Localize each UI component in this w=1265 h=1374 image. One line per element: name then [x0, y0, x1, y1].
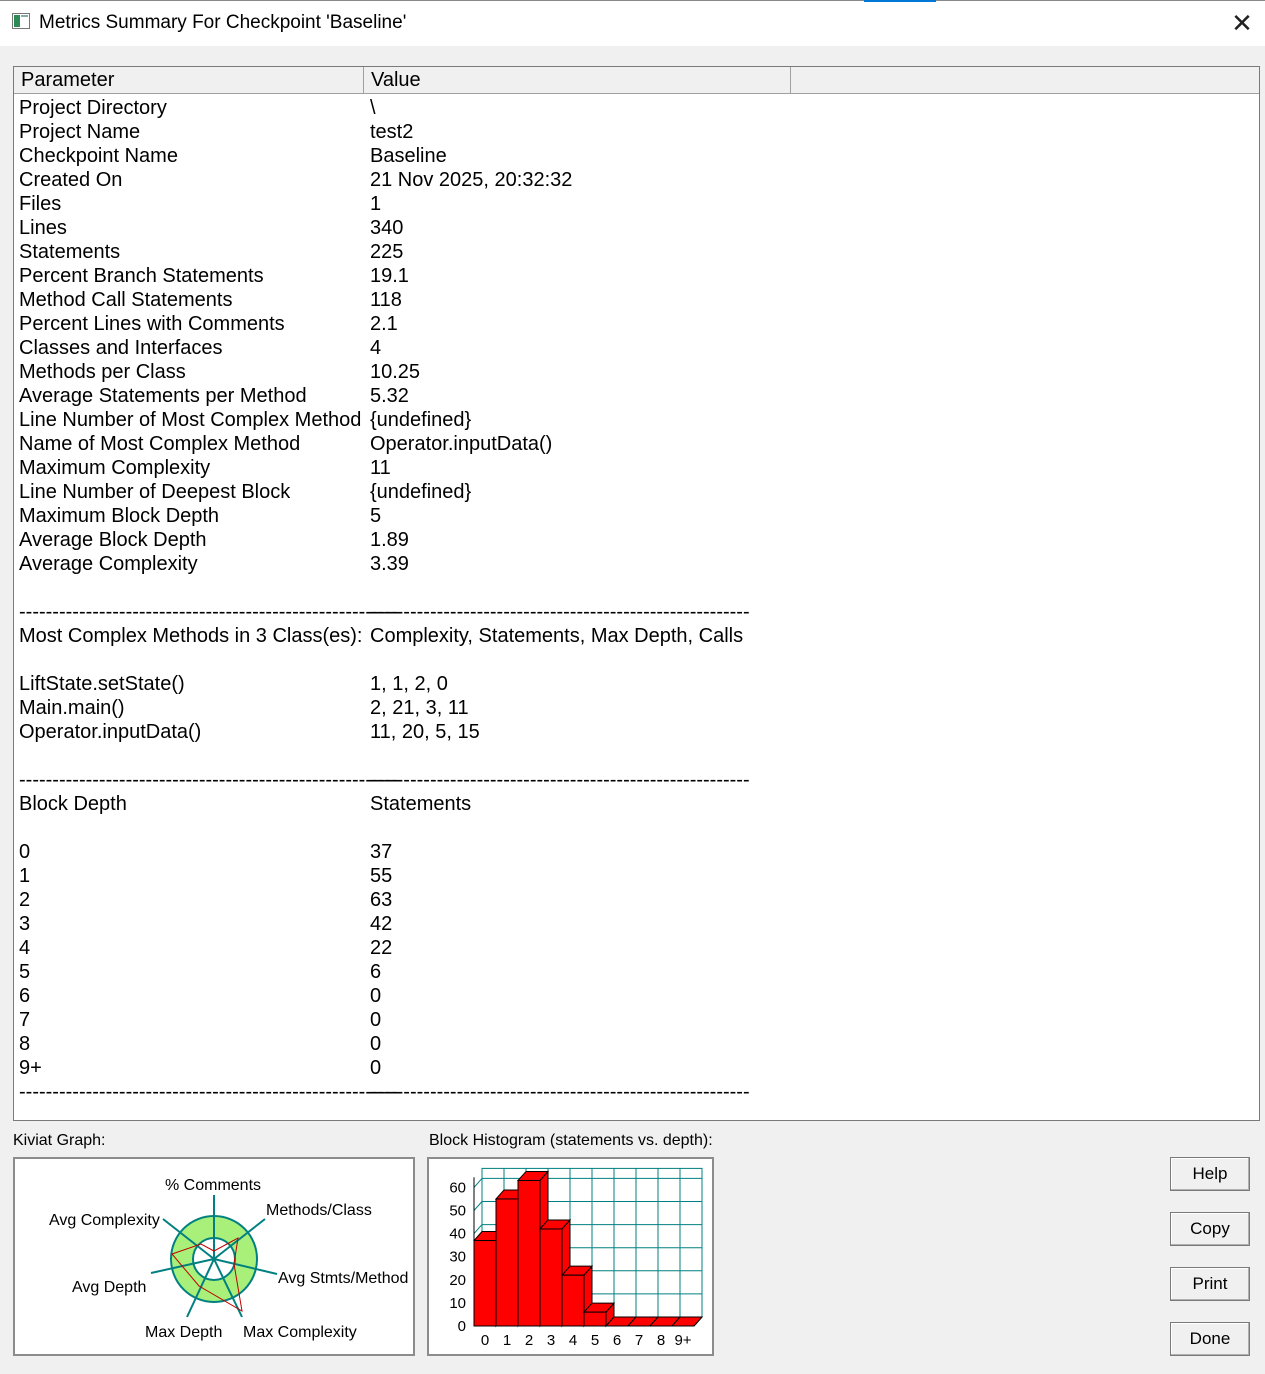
value-cell: Baseline — [370, 145, 447, 167]
x-tick-label: 2 — [524, 1332, 534, 1349]
value-cell: --------------------------------------------------------- — [370, 1081, 750, 1103]
parameter-cell: Project Name — [19, 121, 141, 143]
value-cell: 2.1 — [370, 313, 398, 335]
parameter-cell: Method Call Statements — [19, 289, 233, 311]
x-tick-label: 9+ — [674, 1332, 692, 1349]
table-row[interactable] — [14, 336, 1259, 360]
value-cell: 0 — [370, 1009, 382, 1031]
parameter-cell: 2 — [19, 889, 31, 911]
table-row[interactable] — [14, 984, 1259, 1008]
table-row[interactable] — [14, 432, 1259, 456]
parameter-cell: Checkpoint Name — [19, 145, 178, 167]
bar — [540, 1229, 562, 1326]
table-row[interactable] — [14, 552, 1259, 576]
parameter-cell: 4 — [19, 937, 31, 959]
metrics-list[interactable] — [13, 66, 1260, 1121]
parameter-cell: Average Complexity — [19, 553, 198, 575]
parameter-cell: 8 — [19, 1033, 31, 1055]
table-row[interactable] — [14, 1008, 1259, 1032]
table-row[interactable] — [14, 312, 1259, 336]
value-cell: 2, 21, 3, 11 — [370, 697, 469, 719]
parameter-cell: Percent Branch Statements — [19, 265, 264, 287]
table-row[interactable] — [14, 672, 1259, 696]
parameter-cell: 3 — [19, 913, 31, 935]
value-cell: 63 — [370, 889, 393, 911]
kiviat-label: Kiviat Graph: — [13, 1132, 106, 1149]
histogram-gridline — [474, 1178, 482, 1187]
kiviat-axis-avg-complexity: Avg Complexity — [49, 1212, 160, 1229]
help-button[interactable]: Help — [1170, 1157, 1250, 1191]
parameter-cell: --------------------------------------------------------- — [19, 601, 399, 623]
parameter-cell: Name of Most Complex Method — [19, 433, 301, 455]
bar — [518, 1180, 540, 1326]
parameter-cell: Files — [19, 193, 62, 215]
parameter-cell: 1 — [19, 865, 31, 887]
value-cell: 21 Nov 2025, 20:32:32 — [370, 169, 573, 191]
bar — [562, 1275, 584, 1326]
parameter-cell: Maximum Complexity — [19, 457, 211, 479]
table-row[interactable] — [14, 360, 1259, 384]
parameter-cell: 5 — [19, 961, 31, 983]
parameter-cell: LiftState.setState() — [19, 673, 185, 695]
value-cell: \ — [370, 97, 376, 119]
table-row[interactable] — [14, 264, 1259, 288]
window-top-border — [0, 0, 1265, 1]
value-cell: 3.39 — [370, 553, 409, 575]
column-header-value[interactable]: Value — [364, 67, 791, 94]
parameter-cell: Project Directory — [19, 97, 167, 119]
kiviat-axis-avg-depth: Avg Depth — [72, 1279, 147, 1296]
value-cell: 37 — [370, 841, 393, 863]
parameter-cell: 9+ — [19, 1057, 42, 1079]
y-tick-label: 0 — [457, 1318, 466, 1335]
value-cell: Complexity, Statements, Max Depth, Calls — [370, 625, 744, 647]
x-tick-label: 7 — [634, 1332, 644, 1349]
parameter-cell: Classes and Interfaces — [19, 337, 223, 359]
done-button[interactable]: Done — [1170, 1322, 1250, 1356]
y-tick-label: 50 — [449, 1202, 466, 1220]
table-row[interactable] — [14, 504, 1259, 528]
table-row[interactable] — [14, 648, 1259, 672]
x-tick-label: 5 — [590, 1332, 600, 1349]
table-row[interactable] — [14, 624, 1259, 648]
histogram-label: Block Histogram (statements vs. depth): — [429, 1132, 713, 1149]
table-row[interactable] — [14, 120, 1259, 144]
kiviat-svg — [15, 1159, 413, 1354]
table-row[interactable] — [14, 408, 1259, 432]
parameter-cell: Average Statements per Method — [19, 385, 307, 407]
parameter-cell: Percent Lines with Comments — [19, 313, 285, 335]
table-row[interactable] — [14, 240, 1259, 264]
value-cell: 5.32 — [370, 385, 409, 407]
bar — [584, 1312, 606, 1326]
value-cell: 22 — [370, 937, 393, 959]
value-cell: 5 — [370, 505, 382, 527]
y-tick-label: 10 — [449, 1294, 466, 1312]
table-row[interactable] — [14, 960, 1259, 984]
table-row[interactable] — [14, 576, 1259, 600]
list-header — [14, 67, 1259, 94]
parameter-cell: Statements — [19, 241, 121, 263]
histogram-gridline — [474, 1202, 482, 1211]
x-tick-label: 3 — [546, 1332, 556, 1349]
parameter-cell: --------------------------------------------------------- — [19, 769, 399, 791]
y-tick-label: 20 — [449, 1271, 466, 1289]
parameter-cell: Main.main() — [19, 697, 125, 719]
table-row[interactable] — [14, 744, 1259, 768]
kiviat-axis-comments: % Comments — [165, 1177, 262, 1194]
window-title: Metrics Summary For Checkpoint 'Baseline' — [39, 12, 407, 33]
parameter-cell: Average Block Depth — [19, 529, 207, 551]
value-cell: Statements — [370, 793, 472, 815]
x-tick-label: 1 — [502, 1332, 512, 1349]
value-cell: 11, 20, 5, 15 — [370, 721, 480, 743]
parameter-cell: Operator.inputData() — [19, 721, 202, 743]
value-cell: {undefined} — [370, 481, 472, 503]
parameter-cell: Block Depth — [19, 793, 127, 815]
value-cell: 1 — [370, 193, 382, 215]
column-header-empty[interactable] — [791, 67, 1259, 94]
copy-button[interactable]: Copy — [1170, 1212, 1250, 1246]
table-row[interactable] — [14, 696, 1259, 720]
table-row[interactable] — [14, 1080, 1259, 1104]
value-cell: 6 — [370, 961, 382, 983]
value-cell: 55 — [370, 865, 393, 887]
table-row[interactable] — [14, 1032, 1259, 1056]
table-row[interactable] — [14, 288, 1259, 312]
value-cell: 0 — [370, 985, 382, 1007]
x-tick-label: 0 — [480, 1332, 490, 1349]
bar — [496, 1199, 518, 1326]
value-cell: {undefined} — [370, 409, 472, 431]
value-cell: 118 — [370, 289, 402, 311]
x-tick-label: 6 — [612, 1332, 622, 1349]
close-icon[interactable]: ✕ — [1231, 8, 1253, 38]
window-accent — [864, 0, 936, 2]
kiviat-axis-max-depth: Max Depth — [145, 1324, 223, 1341]
parameter-cell: Most Complex Methods in 3 Class(es): — [19, 625, 363, 647]
table-row[interactable] — [14, 792, 1259, 816]
column-header-parameter[interactable]: Parameter — [14, 67, 364, 94]
value-cell: 10.25 — [370, 361, 421, 383]
table-row[interactable] — [14, 216, 1259, 240]
table-row[interactable] — [14, 720, 1259, 744]
table-row[interactable] — [14, 840, 1259, 864]
app-icon — [12, 13, 30, 29]
parameter-cell: 6 — [19, 985, 31, 1007]
table-row[interactable] — [14, 192, 1259, 216]
y-tick-label: 40 — [449, 1225, 466, 1243]
table-row[interactable] — [14, 936, 1259, 960]
value-cell: --------------------------------------------------------- — [370, 601, 750, 623]
kiviat-axis-avg-stmts-method: Avg Stmts/Method — [278, 1270, 409, 1287]
y-tick-label: 60 — [449, 1179, 466, 1197]
value-cell: --------------------------------------------------------- — [370, 769, 750, 791]
table-row[interactable] — [14, 168, 1259, 192]
kiviat-axis-methods-class: Methods/Class — [266, 1202, 372, 1219]
value-cell: 340 — [370, 217, 404, 239]
parameter-cell: Line Number of Most Complex Method — [19, 409, 362, 431]
parameter-cell: Lines — [19, 217, 67, 239]
value-cell: 11 — [370, 457, 391, 479]
value-cell: 0 — [370, 1057, 382, 1079]
parameter-cell: --------------------------------------------------------- — [19, 1081, 399, 1103]
block-histogram — [427, 1157, 714, 1356]
parameter-cell: Methods per Class — [19, 361, 186, 383]
kiviat-graph — [13, 1157, 415, 1356]
table-row[interactable] — [14, 768, 1259, 792]
table-row[interactable] — [14, 864, 1259, 888]
table-row[interactable] — [14, 528, 1259, 552]
y-tick-label: 30 — [449, 1248, 466, 1266]
value-cell: 1.89 — [370, 529, 409, 551]
list-rows — [14, 96, 1259, 1104]
value-cell: 19.1 — [370, 265, 409, 287]
kiviat-axis-max-complexity: Max Complexity — [243, 1324, 357, 1341]
table-row[interactable] — [14, 600, 1259, 624]
value-cell: Operator.inputData() — [370, 433, 553, 455]
value-cell: 225 — [370, 241, 404, 263]
value-cell: test2 — [370, 121, 414, 143]
parameter-cell: Maximum Block Depth — [19, 505, 220, 527]
parameter-cell: Line Number of Deepest Block — [19, 481, 291, 503]
table-row[interactable] — [14, 912, 1259, 936]
table-row[interactable] — [14, 384, 1259, 408]
parameter-cell: 7 — [19, 1009, 31, 1031]
value-cell: 0 — [370, 1033, 382, 1055]
table-row[interactable] — [14, 96, 1259, 120]
histogram-svg — [429, 1159, 712, 1354]
x-tick-label: 4 — [568, 1332, 578, 1349]
value-cell: 1, 1, 2, 0 — [370, 673, 448, 695]
table-row[interactable] — [14, 816, 1259, 840]
value-cell: 42 — [370, 913, 393, 935]
table-row[interactable] — [14, 1056, 1259, 1080]
x-tick-label: 8 — [656, 1332, 666, 1349]
parameter-cell: Created On — [19, 169, 123, 191]
parameter-cell: 0 — [19, 841, 31, 863]
title-bar — [0, 0, 1265, 46]
table-row[interactable] — [14, 144, 1259, 168]
print-button[interactable]: Print — [1170, 1267, 1250, 1301]
bar — [474, 1241, 496, 1326]
table-row[interactable] — [14, 456, 1259, 480]
table-row[interactable] — [14, 480, 1259, 504]
table-row[interactable] — [14, 888, 1259, 912]
value-cell: 4 — [370, 337, 382, 359]
